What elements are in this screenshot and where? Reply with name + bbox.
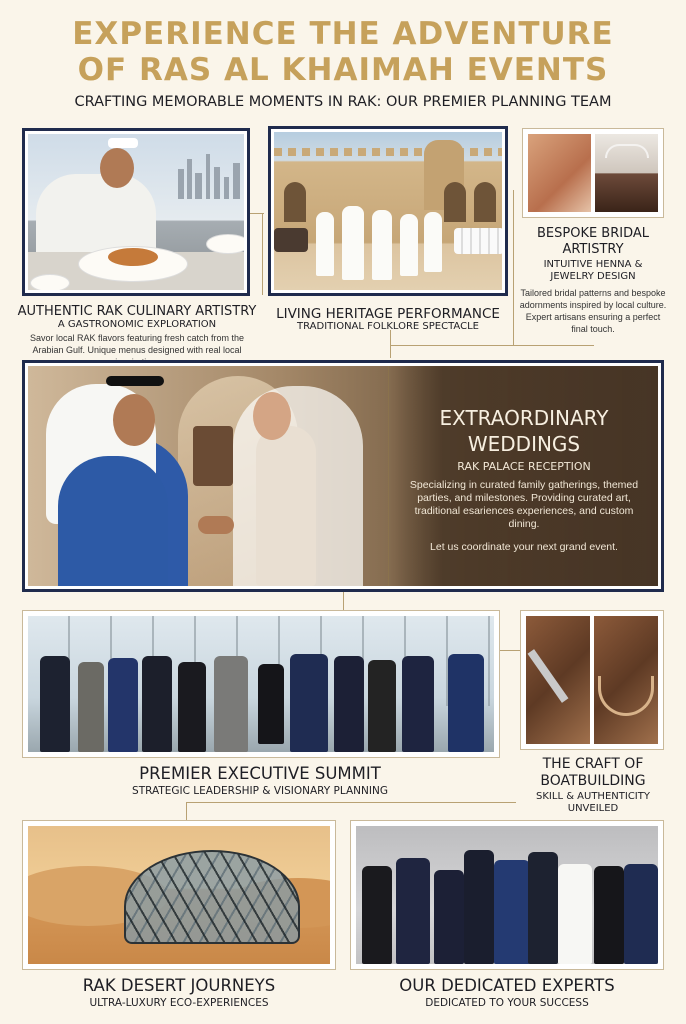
heritage-heading: LIVING HERITAGE PERFORMANCE	[276, 306, 500, 322]
heritage-subheading: TRADITIONAL FOLKLORE SPECTACLE	[297, 321, 479, 332]
weddings-subheading: RAK PALACE RECEPTION	[457, 460, 591, 473]
heritage-photo	[274, 132, 502, 290]
henna-hands-photo	[528, 134, 591, 212]
team-member	[396, 858, 430, 964]
connector-line	[186, 802, 187, 820]
groom-agal	[106, 376, 164, 386]
fort-arch	[284, 182, 306, 222]
connector-line	[343, 592, 344, 610]
chisel-photo	[526, 616, 590, 744]
boat-heading-line1: THE CRAFT OF	[542, 756, 644, 772]
performer	[316, 212, 334, 276]
performer	[372, 210, 392, 280]
executive	[290, 654, 328, 752]
fort-arch	[444, 182, 466, 222]
summit-photo	[28, 616, 494, 752]
boat-subheading-line1: SKILL & AUTHENTICITY	[536, 791, 650, 802]
culinary-photo-frame	[22, 128, 250, 296]
culinary-subheading: A GASTRONOMIC EXPLORATION	[57, 319, 217, 330]
bride-gown	[256, 426, 316, 586]
experts-photo-frame	[350, 820, 664, 970]
chef-hat	[108, 138, 138, 148]
experts-subheading: DEDICATED TO YOUR SUCCESS	[425, 997, 589, 1009]
chef-photo	[28, 134, 244, 290]
chisel-icon	[528, 649, 569, 703]
connector-line	[390, 330, 391, 358]
palace-door	[193, 426, 233, 486]
executive	[214, 656, 248, 752]
page-title-line2: OF RAS AL KHAIMAH EVENTS	[77, 52, 609, 88]
weddings-photo-frame	[22, 360, 664, 592]
bridal-heading-line1: BESPOKE BRIDAL	[536, 226, 650, 241]
seated-audience	[274, 228, 308, 252]
boat-hull	[598, 676, 654, 716]
fort-arch	[474, 182, 496, 222]
plated-dish	[108, 248, 158, 266]
joined-hands	[198, 516, 234, 534]
desert-photo	[28, 826, 330, 964]
executive	[40, 656, 70, 752]
connector-line	[500, 650, 520, 651]
executive	[334, 656, 364, 752]
team-member	[594, 866, 624, 964]
team-member	[494, 860, 530, 964]
executive	[78, 662, 104, 752]
eco-dome	[124, 850, 300, 944]
executive	[368, 660, 396, 752]
weddings-heading-line2: WEDDINGS	[467, 432, 581, 456]
executive	[258, 664, 284, 744]
boat-subheading-line2: UNVEILED	[567, 803, 619, 814]
executive	[142, 656, 172, 752]
boat-photo-frame	[520, 610, 664, 750]
hull-photo	[594, 616, 658, 744]
experts-heading: OUR DEDICATED EXPERTS	[399, 976, 615, 995]
bridal-photo-frame	[522, 128, 664, 218]
desert-subheading: ULTRA-LUXURY ECO-EXPERIENCES	[89, 997, 269, 1009]
seated-audience	[454, 228, 502, 254]
fort-battlement	[274, 148, 502, 156]
heritage-photo-frame	[268, 126, 508, 296]
team-member	[464, 850, 494, 964]
chef-face	[100, 148, 134, 188]
team-member	[362, 866, 392, 964]
weddings-heading-line1: EXTRAORDINARY	[439, 406, 609, 430]
summit-heading: PREMIER EXECUTIVE SUMMIT	[139, 764, 381, 783]
bridal-subheading-line2: JEWELRY DESIGN	[550, 271, 636, 282]
bridal-heading-line2: ARTISTRY	[562, 242, 624, 257]
executive	[402, 656, 434, 752]
connector-line	[186, 802, 516, 803]
side-plate	[206, 234, 244, 254]
page-subtitle: CRAFTING MEMORABLE MOMENTS IN RAK: OUR PREMIER PLANNING TEAM	[74, 94, 612, 110]
boat-heading-line2: BOATBUILDING	[540, 773, 646, 789]
team-member	[624, 864, 658, 964]
summit-subheading: STRATEGIC LEADERSHIP & VISIONARY PLANNING	[132, 785, 388, 797]
executive	[448, 654, 484, 752]
performer	[400, 214, 418, 276]
executive	[178, 662, 206, 752]
bride-face	[253, 392, 291, 440]
weddings-text-panel	[388, 366, 658, 586]
weddings-cta: Let us coordinate your next grand event.	[430, 541, 618, 553]
team-member	[434, 870, 464, 964]
tiara-photo	[595, 134, 658, 212]
page-title-line1: EXPERIENCE THE ADVENTURE	[72, 16, 614, 52]
culinary-heading: AUTHENTIC RAK CULINARY ARTISTRY	[17, 304, 257, 319]
city-skyline	[178, 154, 244, 199]
side-plate	[30, 274, 70, 290]
team-member-kandura	[558, 864, 592, 964]
performer	[424, 212, 442, 272]
performer	[342, 206, 364, 280]
connector-line	[262, 213, 263, 295]
weddings-photo	[28, 366, 658, 586]
desert-photo-frame	[22, 820, 336, 970]
team-member	[528, 852, 558, 964]
experts-photo	[356, 826, 658, 964]
bridal-subheading-line1: INTUITIVE HENNA &	[543, 259, 643, 270]
bridal-body: Tailored bridal patterns and bespoke adornments inspired by local culture. Expert artisans ensuring a perfect final touch.	[519, 288, 667, 334]
groom-face	[113, 394, 155, 446]
boat-photo	[526, 616, 658, 744]
summit-photo-frame	[22, 610, 500, 758]
desert-heading: RAK DESERT JOURNEYS	[82, 976, 276, 995]
groom-body	[58, 456, 168, 586]
culinary-body: Savor local RAK flavors featuring fresh catch from the Arabian Gulf. Unique menus designed with real local	[29, 333, 245, 355]
bridal-photo	[528, 134, 658, 212]
executive	[108, 658, 138, 752]
weddings-body: Specializing in curated family gatherings, themed parties, and milestones. Providing curated art, traditional esariences experiences, and custom dining.	[409, 479, 639, 530]
tiara	[605, 144, 649, 158]
connector-line	[390, 345, 594, 346]
